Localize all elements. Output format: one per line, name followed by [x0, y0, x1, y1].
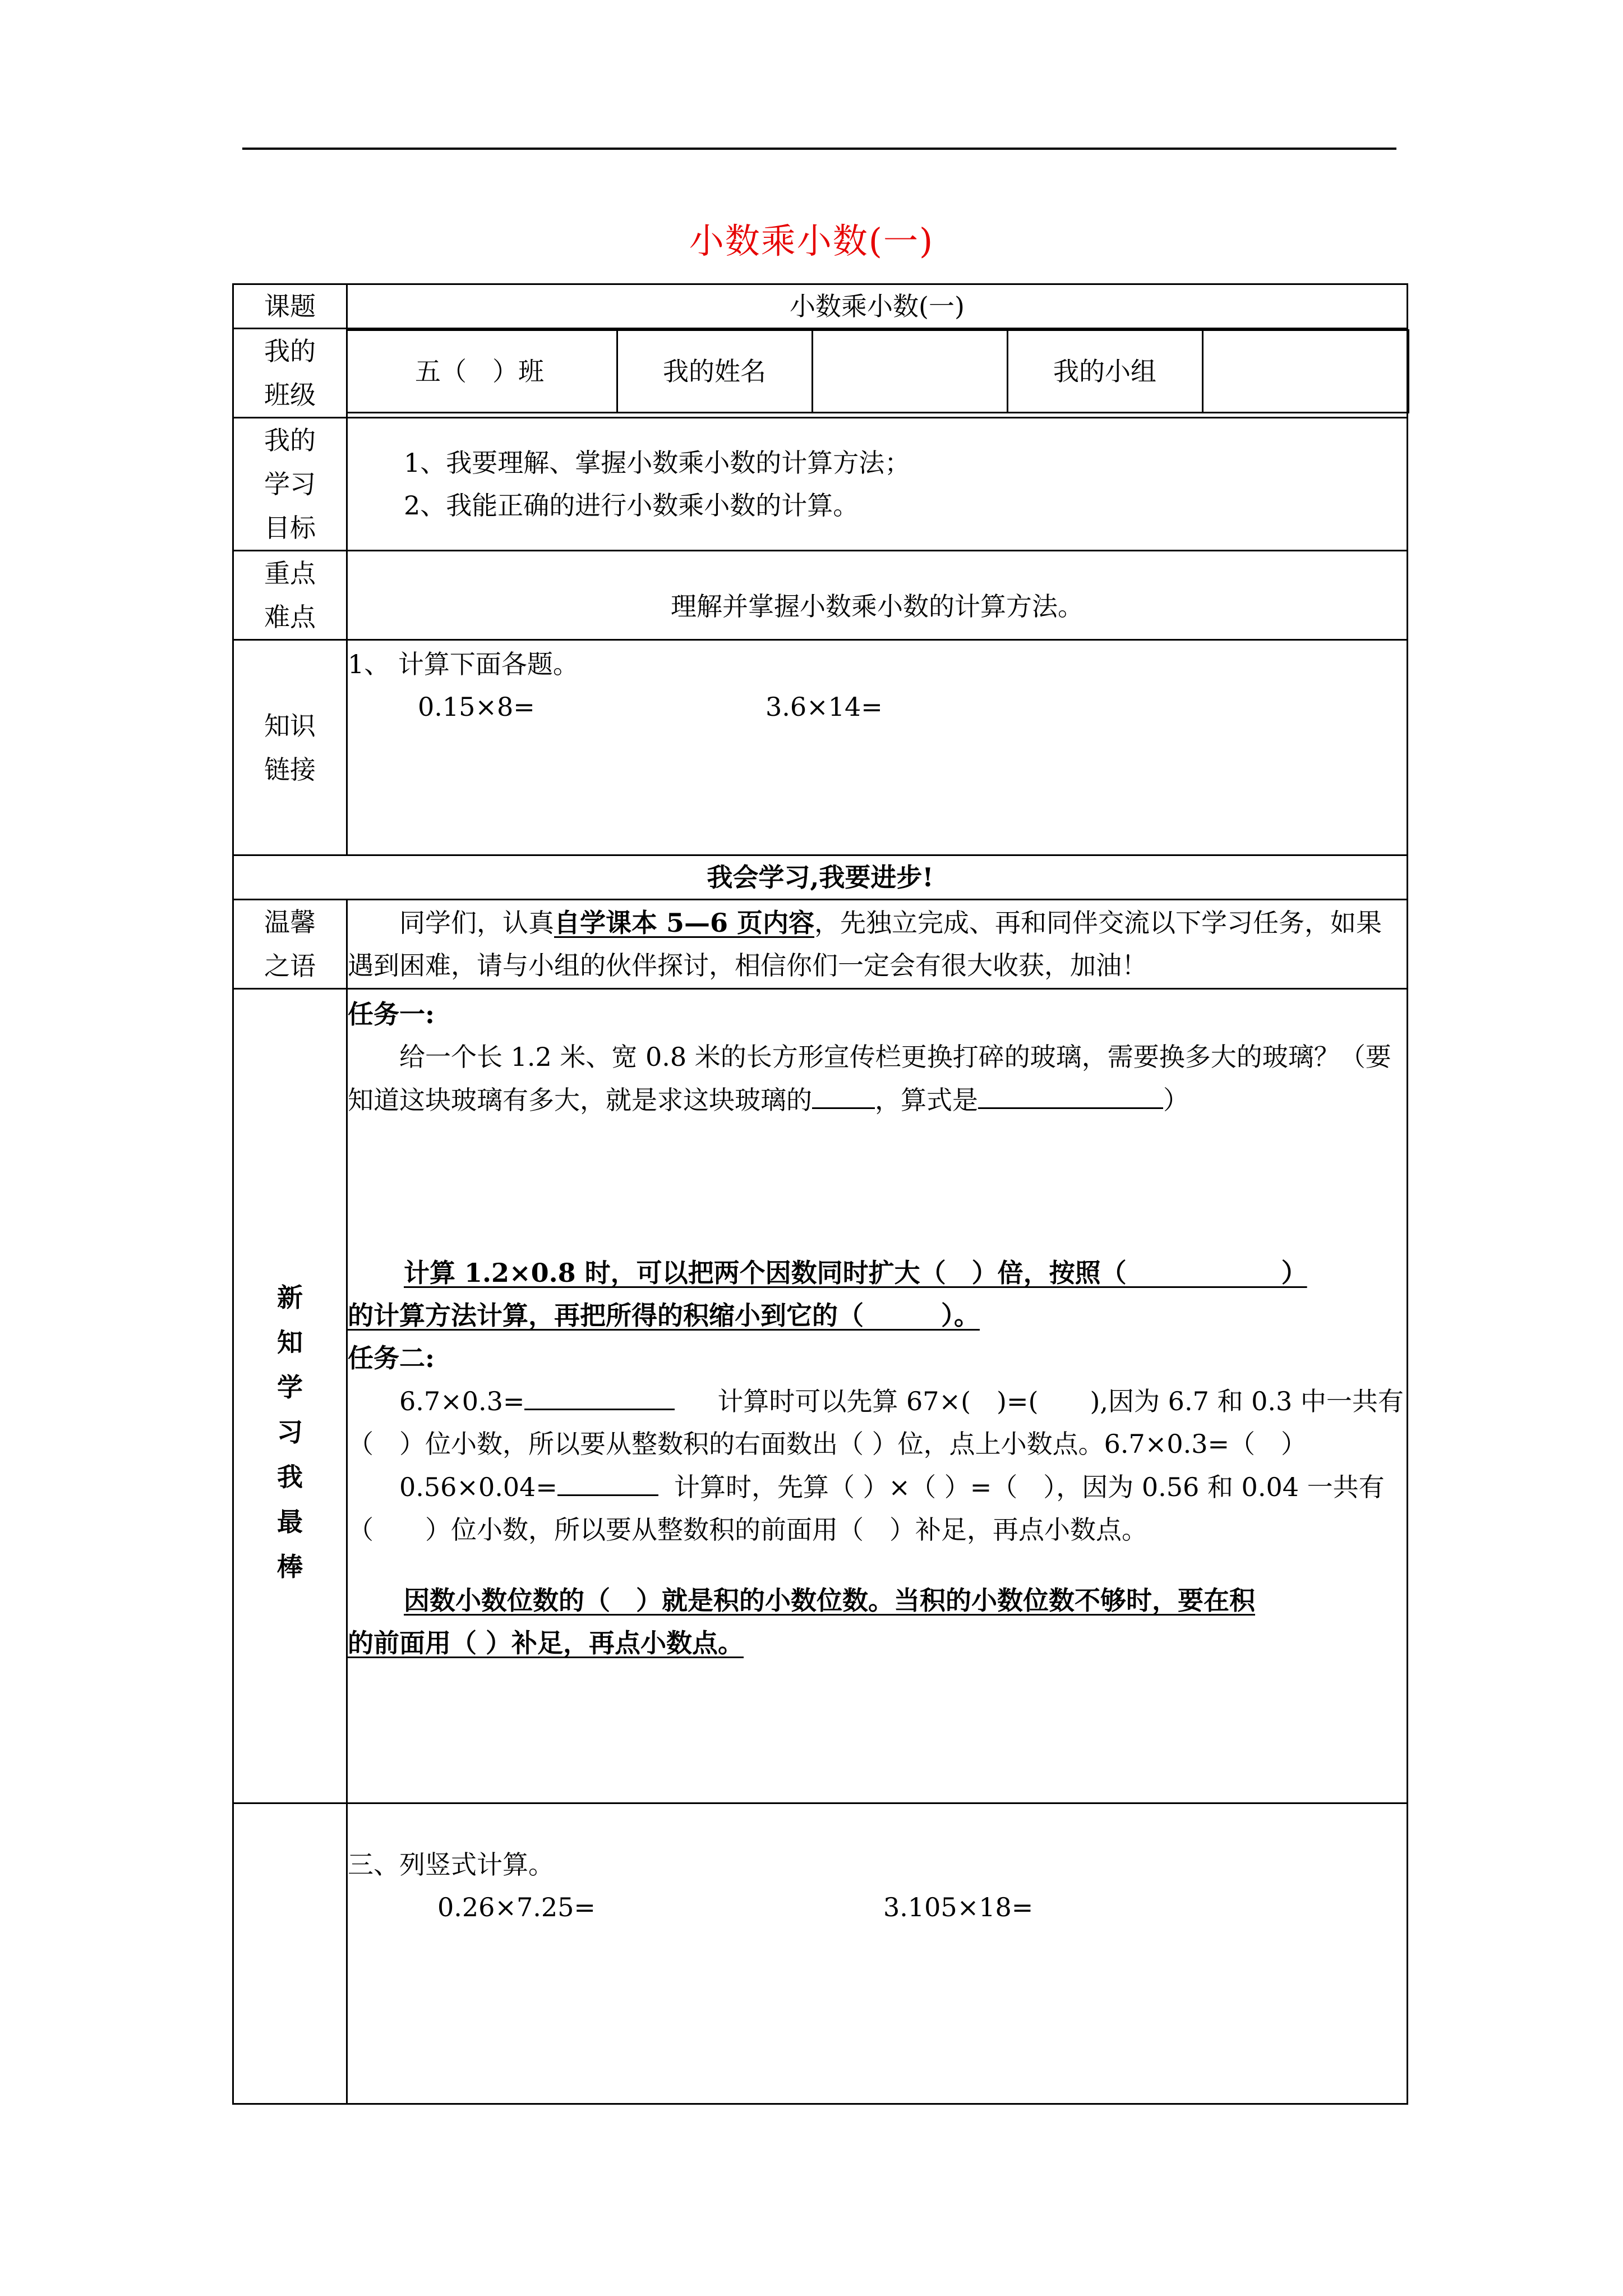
group-label: 我的小组: [1007, 330, 1202, 413]
task2-paragraph-2: 0.56×0.04= 计算时，先算（ ）×（ ）=（ ），因为 0.56 和 0.04 一共有（ ）位小数，所以要从整数积的前面用（ ）补足，再点小数点。: [348, 1465, 1407, 1551]
task2-blank-1[interactable]: [524, 1379, 675, 1410]
vertical-expr-1: 0.26×7.25=: [437, 1892, 596, 1922]
class-info-inner-table: [348, 329, 1409, 413]
name-field[interactable]: [812, 330, 1007, 413]
key-points-value: 理解并掌握小数乘小数的计算方法。: [347, 551, 1408, 640]
banner-row: [233, 855, 1408, 900]
rule2-line-1: 因数小数位数的（ ）就是积的小数位数。当积的小数位数不够时，要在积: [404, 1585, 1255, 1616]
goals-content: [347, 418, 1408, 551]
group-field[interactable]: [1202, 330, 1408, 413]
knowledge-link-row: [233, 640, 1408, 855]
task1-text: 给一个长 1.2 米、宽 0.8 米的长方形宣传栏更换打碎的玻璃，需要换多大的玻璃？（要知道这块玻璃有多大，就是求这块玻璃的 ，算式是 ）: [348, 1042, 1391, 1115]
warm-words-row: [233, 900, 1408, 989]
rule1-line-2: 的计算方法计算，再把所得的积缩小到它的（ ）。: [348, 1300, 980, 1331]
class-info-cells: [347, 329, 1408, 418]
task2-paragraph-1: 6.7×0.3= 计算时可以先算 67×( )=( ),因为 6.7 和 0.3 中一共有（ ）位小数，所以要从整数积的右面数出（ ）位，点上小数点。6.7×0.3=（ ）: [348, 1379, 1407, 1465]
knowledge-link-content: [347, 640, 1408, 855]
goals-label: 我的 学习 目标: [233, 418, 347, 551]
class-info-row: [233, 329, 1408, 418]
task1-blank-2[interactable]: [978, 1078, 1163, 1109]
task1-blank-1[interactable]: [812, 1078, 875, 1109]
goal-2: 2、我能正确的进行小数乘小数的计算。: [404, 490, 859, 521]
vertical-calc-label: [233, 1803, 347, 2104]
document-title: 小数乘小数(一): [689, 220, 934, 261]
new-knowledge-content: [347, 989, 1408, 1803]
task1-title: 任务一:: [348, 999, 435, 1029]
warm-words-text: 同学们，认真自学课本 5—6 页内容，先独立完成、再和同伴交流以下学习任务，如果遇到困难，请与小组的伙伴探讨，相信你们一定会有很大收获，加油！: [348, 908, 1382, 981]
knowledge-expr-2: 3.6×14=: [766, 692, 883, 722]
topic-row: [233, 284, 1408, 329]
new-knowledge-row: [233, 989, 1408, 1803]
warm-words-content: [347, 900, 1408, 989]
key-points-label: 重点 难点: [233, 551, 347, 640]
goals-row: [233, 418, 1408, 551]
task2-blank-2[interactable]: [557, 1465, 658, 1496]
name-label: 我的姓名: [617, 330, 812, 413]
vertical-expr-2: 3.105×18=: [883, 1892, 1034, 1922]
rule1-line-1: 计算 1.2×0.8 时，可以把两个因数同时扩大（ ）倍，按照（ ）: [404, 1258, 1307, 1288]
new-knowledge-label: 新 知 学 习 我 最 棒: [233, 989, 347, 1803]
knowledge-expr-1: 0.15×8=: [418, 692, 535, 722]
header-rule: [242, 148, 1396, 150]
class-value: 五（ ）班: [348, 330, 617, 413]
warm-words-emphasis: 自学课本 5—6 页内容: [554, 908, 815, 938]
key-points-row: [233, 551, 1408, 640]
vertical-calc-heading: 三、列竖式计算。: [348, 1849, 554, 1880]
vertical-calc-content: [347, 1803, 1408, 2104]
task2-title: 任务二:: [348, 1343, 435, 1373]
rule2-line-2: 的前面用（ ）补足，再点小数点。: [348, 1628, 744, 1658]
knowledge-link-heading: 1、 计算下面各题。: [348, 649, 579, 679]
topic-label: 课题: [233, 284, 347, 329]
knowledge-link-label: 知识 链接: [233, 640, 347, 855]
vertical-calc-row: [233, 1803, 1408, 2104]
warm-words-label: 温馨 之语: [233, 900, 347, 989]
banner-text: 我会学习,我要进步!: [233, 855, 1408, 900]
topic-value: 小数乘小数(一): [347, 284, 1408, 329]
lesson-worksheet-table: [232, 283, 1408, 2105]
goal-1: 1、我要理解、掌握小数乘小数的计算方法；: [404, 448, 911, 478]
class-info-label: 我的 班级: [233, 329, 347, 418]
